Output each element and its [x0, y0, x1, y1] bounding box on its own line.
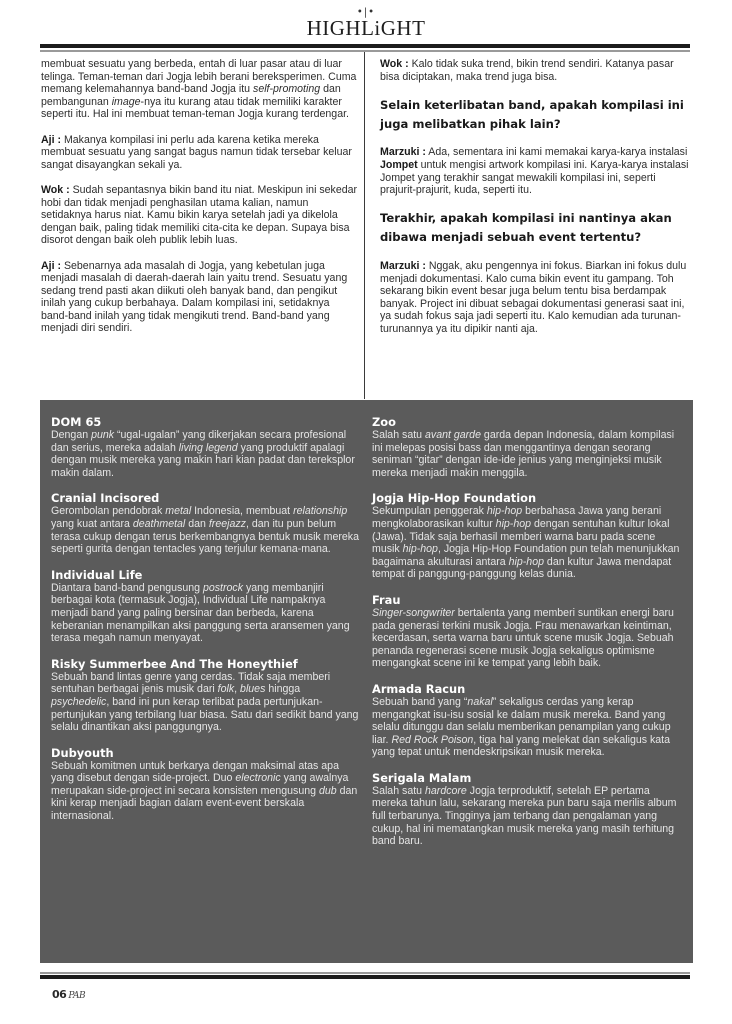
band-name: Individual Life [51, 567, 143, 582]
band-name: Serigala Malam [372, 770, 472, 785]
footer-rule-thick [40, 975, 690, 979]
text-run: “ugal-ugalan” yang dikerjakan secara profesional dan serius, mereka adalah [51, 429, 347, 454]
text-run: Sekumpulan penggerak [372, 505, 487, 518]
text-run: ” sekaligus cerdas yang kerap mengangkat isu-isu sosial ke dalam musik mereka. Band yang selalu ditunggu dan selalu memberikan penampilan yang cukup liar. [372, 695, 671, 746]
italic-term: relationship [293, 505, 348, 518]
interview-paragraph [41, 58, 359, 121]
italic-term: hip-hop [495, 517, 532, 530]
band-name: Cranial Incisored [51, 491, 160, 506]
interview-question: Selain keterlibatan band, apakah kompilasi ini juga melibatkan pihak lain? [380, 97, 684, 131]
text-run: hingga [265, 683, 301, 696]
text-run: garda depan Indonesia, dalam kompilasi ini melepas posisi bass dan menggantinya dengan seorang seniman “gitar” dengan ide-ide jenius yang menginjeksi musik mereka menjadi makin menggila. [372, 429, 675, 479]
interview-question: Terakhir, apakah kompilasi ini nantinya akan dibawa menjadi sebuah event tertentu? [380, 211, 672, 245]
italic-term: folk [217, 683, 235, 696]
text-run: Sebuah band yang “ [372, 695, 468, 708]
band-profile [372, 683, 684, 759]
italic-term: postrock [202, 581, 244, 594]
text-run: , Jogja Hip-Hop Foundation pun telah menunjukkan bagaimana akulturasi antara [372, 543, 680, 568]
italic-term: hip-hop [402, 543, 438, 556]
band-profile [51, 569, 361, 645]
italic-term: hip-hop [486, 505, 523, 518]
band-name: Frau [372, 592, 401, 607]
italic-term: deathmetal [132, 517, 186, 530]
band-profile [372, 492, 684, 581]
footer-rule-thin [40, 972, 690, 974]
page-footer [52, 988, 85, 1001]
text-run: Gerombolan pendobrak [51, 505, 166, 518]
italic-term: self-promoting [253, 83, 321, 96]
band-profiles-right-column [372, 416, 684, 861]
band-name: Jogja Hip-Hop Foundation [372, 491, 537, 506]
band-name: Zoo [372, 415, 396, 429]
italic-term: Red Rock Poison [391, 733, 474, 746]
italic-term: image [111, 95, 141, 108]
text-run: Sebenarnya ada masalah di Jogja, yang kebetulan juga menjadi masalah di daerah-daerah lain yaitu trend. Sesuatu yang sedang trend pasti akan diikuti oleh banyak band, dan pengikut inilah yang cukup berbahaya. Dalam kompilasi ini, setidaknya band-band inilah yang tidak mengikuti trend. Band-band yang menjadi diri sendiri. [41, 259, 348, 335]
band-name: DOM 65 [51, 415, 102, 429]
italic-term: hardcore [425, 784, 467, 797]
band-description [372, 607, 684, 670]
band-description [51, 582, 361, 645]
band-profile [51, 658, 361, 734]
italic-term: psychedelic [51, 695, 107, 708]
band-profile [372, 594, 684, 670]
band-profiles-box [40, 400, 693, 963]
band-description [51, 429, 361, 479]
text-run: yang awalnya merupakan side-project ini secara konsisten mengusung [51, 772, 349, 797]
interview-paragraph [380, 260, 692, 336]
italic-term: dub [318, 784, 337, 797]
interview-paragraph [41, 184, 359, 247]
text-run: berbahasa Jawa yang berani mengkolaborasikan kultur [372, 505, 662, 530]
band-description [372, 505, 684, 581]
text-run: , band ini pun kerap terlibat pada pertunjukan-pertunjukan yang terbilang luar biasa. Satu dari sedikit band yang selalu dinantikan aksi panggungnya. [51, 695, 359, 734]
magazine-logo: PAB [68, 991, 86, 1001]
interview-paragraph [41, 134, 359, 172]
header-rule-thin [40, 50, 690, 52]
text-run: Sebuah komitmen untuk berkarya dengan maksimal atas apa yang disebut dengan side-project. Duo [51, 759, 339, 785]
italic-term: electronic [235, 772, 281, 785]
italic-term: nakal [467, 695, 493, 708]
band-profiles-left-column [51, 416, 361, 836]
text-run: dengan sentuhan kultur lokal (Jawa). Tidak saja berhasil memberi warna baru pada scene musik [372, 517, 670, 556]
text-run: Salah satu [372, 784, 426, 797]
interview-right-column [380, 58, 692, 348]
page-number: 06 [52, 988, 67, 1001]
text-run: yang kuat antara [51, 517, 133, 530]
interview-left-column [41, 58, 359, 348]
text-run: Indonesia, membuat [191, 505, 294, 518]
text-run: Ada, sementara ini kami memakai karya-karya instalasi [425, 146, 688, 159]
text-run: , dan itu pun belum terasa cukup dengan terus berkembangnya bentuk musik mereka seperti gurita dengan tentacles yang terjulur kemana-mana. [51, 517, 359, 556]
section-title: HIGHLiGHT [306, 16, 426, 40]
text-run: Nggak, aku pengennya ini fokus. Biarkan ini fokus dulu menjadi dokumentasi. Kalo cuma bikin event itu gampang. Toh sekarang bikin event besar juga belum tentu bisa berdampak banyak. Project ini dibuat sebagai dokumentasi generasi saat ini, ya sudah fokus saja jadi seperti itu. Kalo kemudian ada turunan-turunannya ya itu dipikir nanti aja. [380, 259, 687, 335]
italic-term: living legend [178, 441, 238, 454]
interview-paragraph [380, 58, 692, 83]
speaker-label: Wok : [41, 183, 70, 196]
text-run: dan [185, 517, 209, 530]
italic-term: metal [165, 505, 192, 518]
interview-paragraph [380, 146, 692, 196]
text-run: Makanya kompilasi ini perlu ada karena ketika mereka membuat sesuatu yang sangat bagus namun tidak tersebar keluar sangat disayangkan sekali ya. [41, 133, 352, 171]
text-run: Kalo tidak suka trend, bikin trend sendiri. Katanya pasar bisa diciptakan, maka trend juga bisa. [380, 58, 674, 83]
band-profile [372, 772, 684, 848]
band-description [372, 785, 684, 848]
italic-term: avant garde [425, 429, 481, 441]
italic-term: freejazz [208, 517, 246, 530]
band-name: Armada Racun [372, 681, 466, 696]
band-description [51, 505, 361, 555]
band-description [51, 671, 361, 734]
text-run: Salah satu [372, 429, 426, 441]
interview-paragraph [41, 260, 359, 336]
text-run: Sudah sepantasnya bikin band itu niat. Meskipun ini sekedar hobi dan tidak menjadi penghasilan utama kalian, namun setidaknya harus niat. Kamu bikin karya setelah jadi ya dikelola dengan baik, paling tidak memiliki cita-cita ke depan. Supaya bisa disorot dengan baik oleh publik lebih luas. [41, 183, 358, 247]
text-run: Jogja terproduktif, setelah EP pertama mereka tahun lalu, sekarang mereka pun baru saja merilis album full terbarunya. Tingginya jam terbang dan pengalaman yang cukup, hal ini mematangkan musik mereka yang masih terhitung band baru. [372, 784, 677, 848]
band-profile [372, 416, 684, 479]
text-run: dan pembangunan [41, 83, 341, 108]
speaker-label: Aji : [41, 259, 62, 272]
header-rule-thick [40, 44, 690, 48]
bold-term: Jompet [380, 158, 418, 171]
text-run: yang membanjiri berbagai kota (termasuk Jogja), Individual Life nampaknya menjadi band yang paling bersinar dan berbeda, karena keberanian menampilkan aksi panggung serta aransemen yang terasa megah namun menyayat. [51, 581, 350, 645]
fleuron-ornament-icon: •|• [356, 7, 376, 18]
speaker-label: Aji : [41, 133, 62, 146]
text-run: -nya itu kurang atau tidak memiliki karakter seperti itu. Hal ini membuat teman-teman Jogja kurang terdengar. [41, 95, 349, 121]
text-run: dan kultur Jawa mendapat tempat di panggung-panggung kelas dunia. [372, 555, 672, 581]
text-run: untuk mengisi artwork kompilasi ini. Karya-karya instalasi Jompet yang terakhir sangat mewakili kompilasi ini, seperti prajurit-prajurit, kuda, seperti itu. [380, 158, 689, 197]
italic-term: Singer-songwriter [372, 606, 455, 619]
speaker-label: Wok : [380, 58, 409, 70]
band-description [372, 429, 684, 479]
speaker-label: Marzuki : [380, 146, 426, 159]
band-description [51, 760, 361, 823]
band-description [372, 696, 684, 759]
band-profile [51, 416, 361, 479]
text-run: Dengan [51, 429, 92, 441]
text-run: bertalenta yang memberi suntikan energi baru pada generasi terkini musik Jogja. Frau menawarkan keintiman, kecerdasan, serta warna baru untuk scene musik Jogja. Sebuah penanda regenerasi scene musik Jogja sekaligus optimisme mengangkat scene ini ke tempat yang lebih baik. [372, 606, 674, 670]
text-run: membuat sesuatu yang berbeda, entah di luar pasar atau di luar telinga. Teman-teman dari Jogja lebih berani bereksperimen. Cuma memang kelemahannya band-band Jogja itu [41, 58, 357, 96]
band-name: Dubyouth [51, 745, 114, 760]
band-name: Risky Summerbee And The Honeythief [51, 656, 298, 671]
text-run: Sebuah band lintas genre yang cerdas. Tidak saja memberi sentuhan berbagai jenis musik dari [51, 670, 331, 696]
italic-term: blues [240, 683, 266, 696]
italic-term: hip-hop [508, 555, 544, 568]
text-run: , [234, 683, 241, 696]
italic-term: punk [91, 429, 115, 441]
band-profile [51, 747, 361, 823]
band-profile [51, 492, 361, 555]
text-run: dan kini kerap menjadi bagian dalam event-event berskala internasional. [51, 784, 358, 823]
column-divider [364, 52, 365, 399]
text-run: Diantara band-band pengusung [51, 581, 203, 594]
speaker-label: Marzuki : [380, 259, 426, 272]
text-run: yang produktif apalagi dengan musik mereka yang makin hari kian padat dan tereksplor makin dalam. [51, 441, 355, 479]
text-run: , tiga hal yang melekat dan sekaligus kata yang tepat untuk mendeskripsikan musik mereka. [372, 733, 670, 759]
